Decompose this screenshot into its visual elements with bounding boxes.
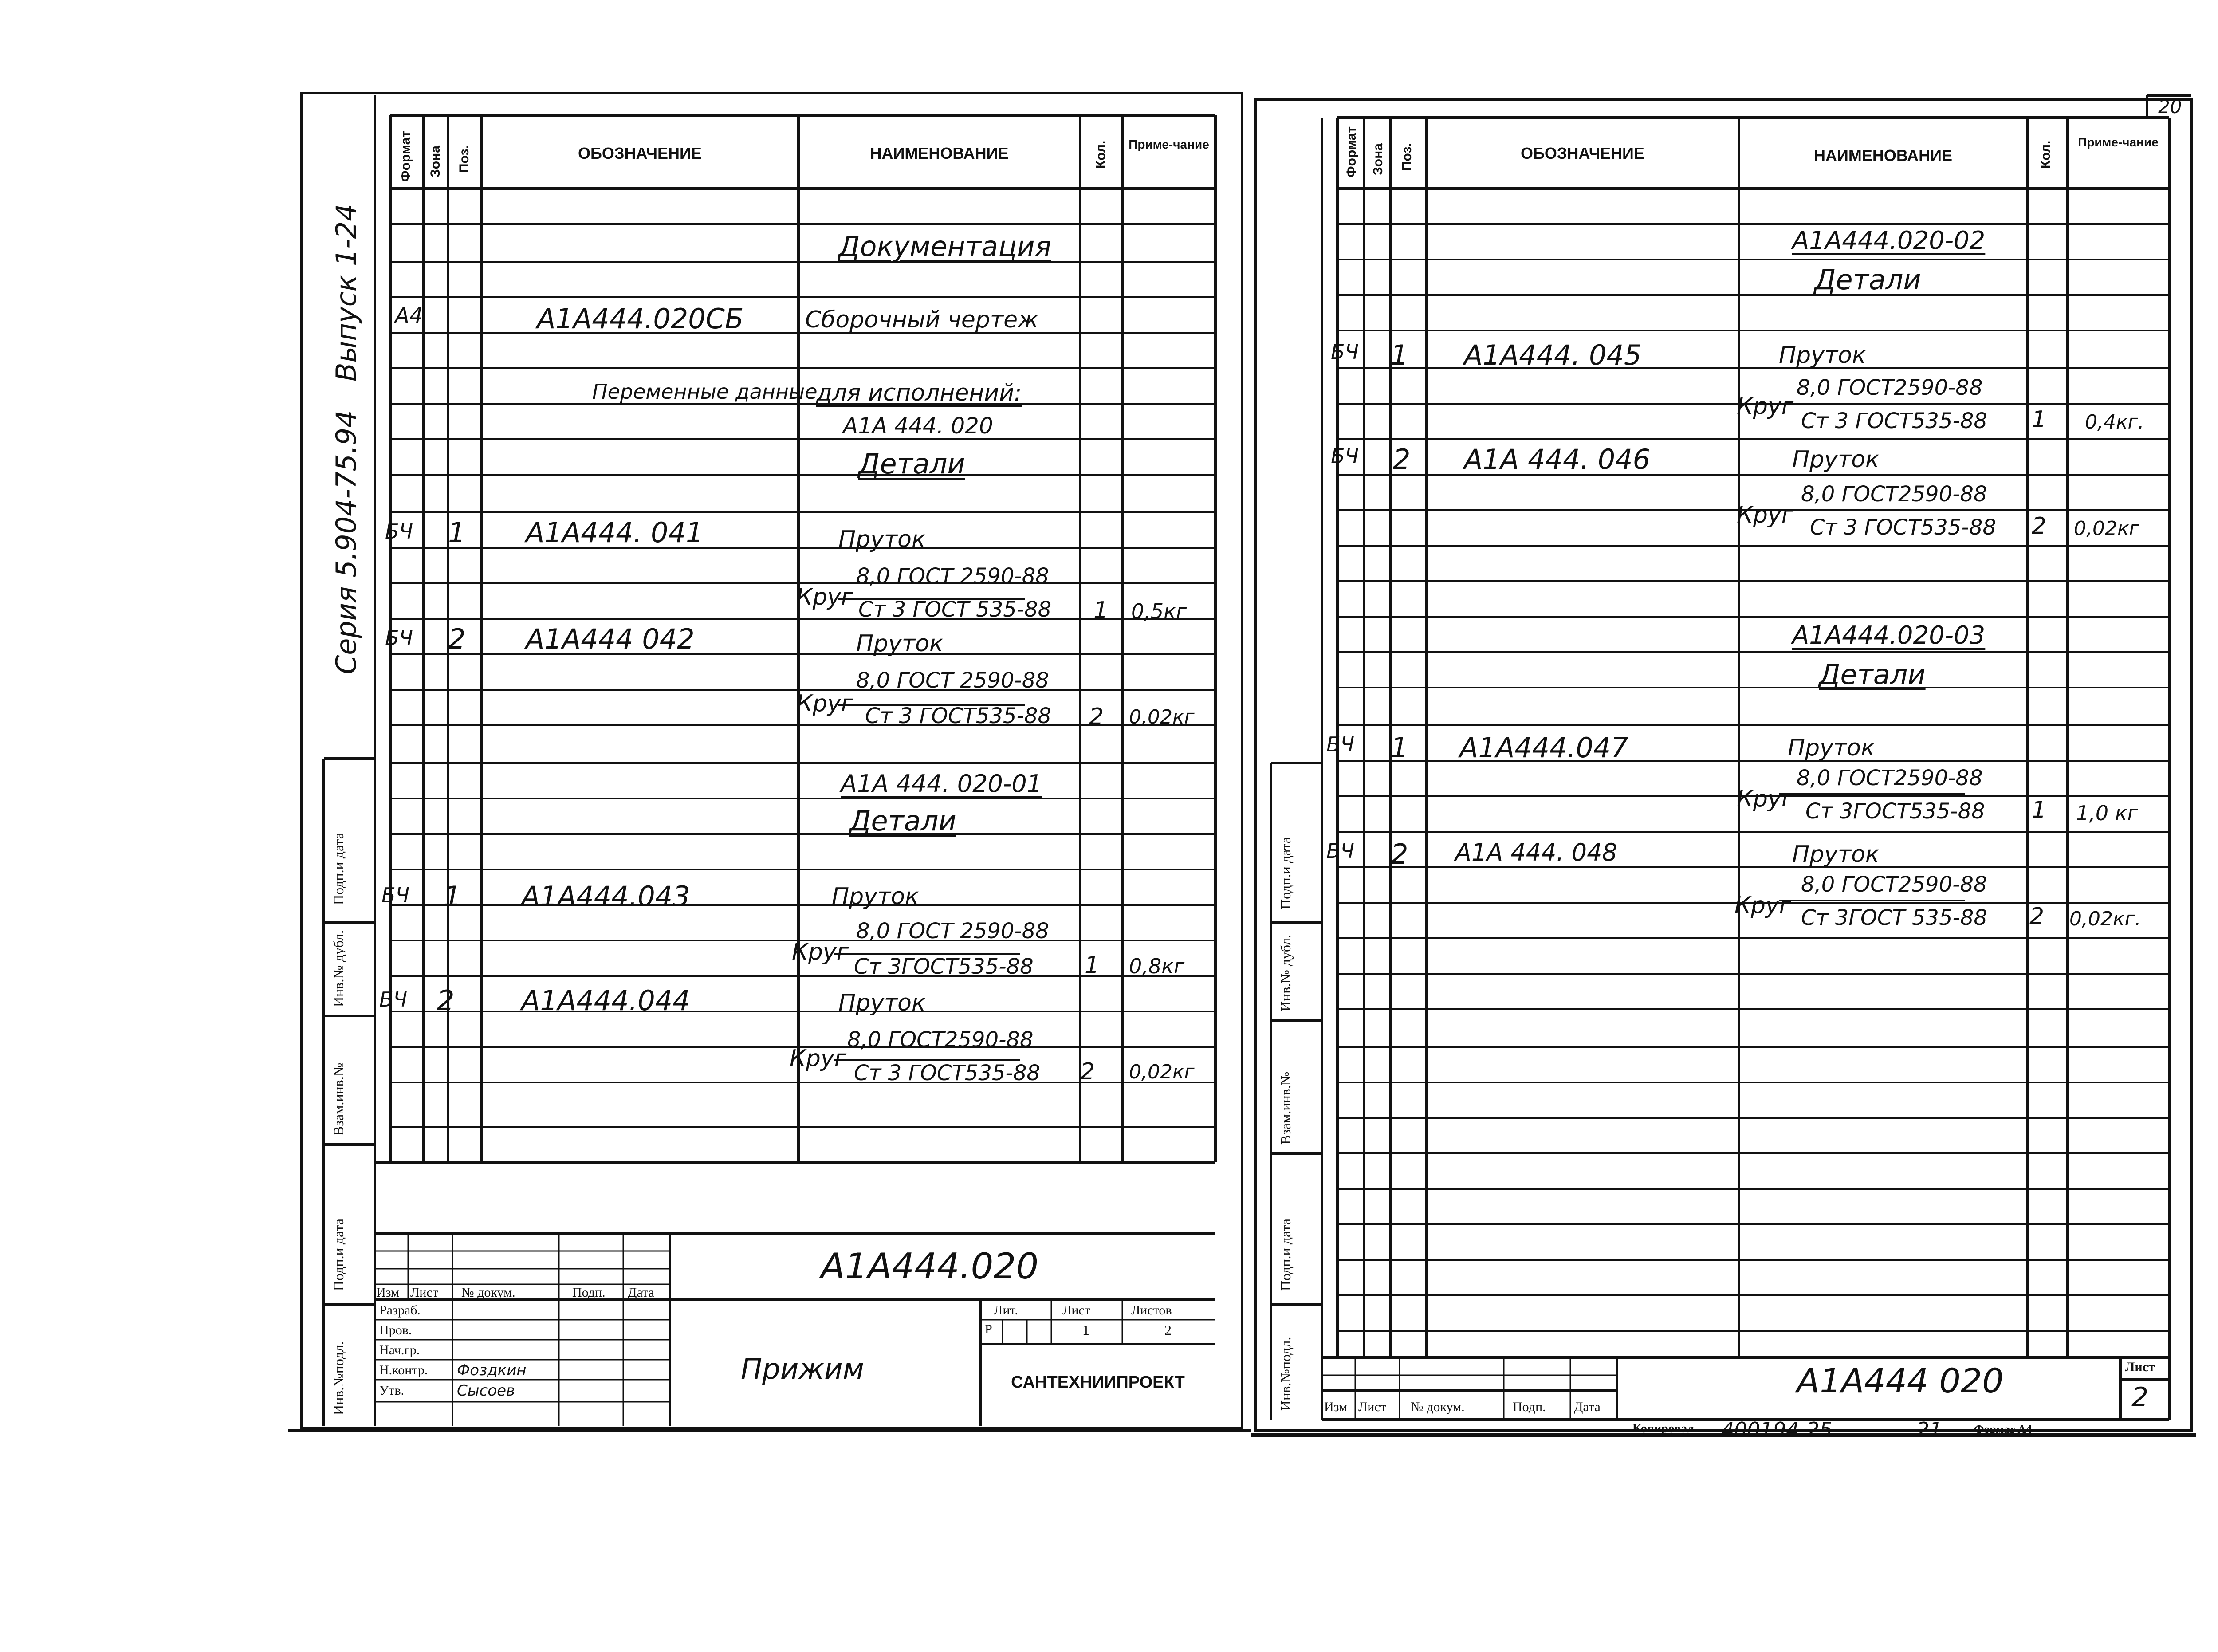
stamp-dup-inv: Инв.№ дубл. [330,930,346,1007]
lrow1-bottom: Ст 3 ГОСТ535-88 [865,704,1051,728]
details-1: Детали [849,805,956,837]
r-header-name: НАИМЕНОВАНИЕ [1814,146,1952,165]
lrow2-pos: 1 [444,880,461,913]
lrow3-pos: 2 [437,984,455,1017]
r-stamp-replace-inv: Взам.инв.№ [1278,1071,1294,1145]
tb-sheet: Лист [1062,1303,1090,1318]
header-name: НАИМЕНОВАНИЕ [870,144,1009,162]
rrow2-krug: Круг [1737,786,1794,812]
tb-col-sign: Подп. [572,1285,606,1300]
stamp-replace-inv: Взам.инв.№ [330,1062,346,1136]
lrow2-code: А1А444.043 [521,880,690,913]
rrow0-bottom: Ст 3 ГОСТ535-88 [1801,409,1987,433]
rrow2-note: 1,0 кг [2076,801,2138,825]
tb-role-group-head: Нач.гр. [379,1343,420,1357]
tb-role-approved: Утв. [379,1383,405,1398]
stamp-orig-inv: Инв.№подл. [330,1341,346,1415]
tb-col-doc: № докум. [461,1285,515,1300]
rrow2-name: Пруток [1788,735,1875,761]
r-header-qty: Кол. [2038,140,2053,169]
rrow0-qty: 1 [2032,406,2047,433]
rrow2-qty: 1 [2032,797,2047,823]
tb-col-date: Дата [628,1285,654,1300]
header-pos: Поз. [457,145,472,173]
lrow0-krug: Круг [796,584,853,610]
rrow1-bottom: Ст 3 ГОСТ535-88 [1810,515,1996,540]
header-note: Приме-чание [1129,138,1209,151]
rrow3-top: 8,0 ГОСТ2590-88 [1801,872,1987,897]
rrow3-pos: 2 [1391,838,1408,870]
lrow0-qty: 1 [1093,597,1109,624]
r-stamp-sign-date-1: Подп.и дата [1278,837,1294,909]
lrow0-bottom: Ст 3 ГОСТ 535-88 [858,597,1052,622]
rrow3-qty: 2 [2029,903,2045,930]
tb-name-norm-control: Фоздкин [457,1361,527,1379]
lrow2-qty: 1 [1085,952,1100,979]
lrow1-pos: 2 [448,623,466,655]
r-header-note: Приме-чание [2078,135,2159,149]
rrow0-top: 8,0 ГОСТ2590-88 [1797,375,1983,400]
lrow3-name: Пруток [838,990,926,1016]
rrow1-krug: Круг [1737,502,1794,528]
lrow0-pos: 1 [448,516,466,549]
header-qty: Кол. [1093,140,1108,169]
lrow1-fmt: БЧ [385,626,413,650]
tb-lit: Лит. [994,1303,1018,1318]
lrow3-fmt: БЧ [379,987,408,1011]
rrow3-fmt: БЧ [1326,839,1355,863]
rrow1-pos: 2 [1393,443,1411,476]
lrow2-bottom: Ст 3ГОСТ535-88 [854,954,1034,979]
r-header-pos: Поз. [1400,143,1414,171]
rrow3-name: Пруток [1792,841,1880,868]
rrow0-code: А1А444. 045 [1464,339,1642,371]
variant-3: А1А444.020-03 [1792,621,1986,650]
lrow0-top: 8,0 ГОСТ 2590-88 [856,564,1049,589]
assembly-code: А1А444.020СБ [537,303,744,335]
rrow1-fmt: БЧ [1331,444,1359,468]
tb-sheets-val: 2 [1164,1322,1172,1338]
lrow2-top: 8,0 ГОСТ 2590-88 [856,919,1049,944]
rrow2-code: А1А444.047 [1459,732,1628,764]
tb-name-approved: Сысоев [457,1382,515,1400]
details-3: Детали [1819,658,1926,691]
lrow3-note: 0,02кг [1129,1061,1195,1083]
documentation-heading: Документация [838,230,1051,263]
rrow1-top: 8,0 ГОСТ2590-88 [1801,482,1987,507]
lrow2-note: 0,8кг [1129,954,1185,978]
page-number: 20 [2158,96,2182,118]
copied-label: Копировал [1632,1422,1695,1436]
r-stamp-dup-inv: Инв.№ дубл. [1278,934,1294,1011]
copy-number: 400194-25 [1721,1418,1833,1442]
lrow1-top: 8,0 ГОСТ 2590-88 [856,668,1049,693]
right-sheet-label: Лист [2125,1360,2155,1374]
r-tb-col-date: Дата [1574,1400,1601,1414]
variant-0: А1А 444. 020 [843,413,993,439]
stamp-sign-date-2: Подп.и дата [330,1219,346,1291]
lrow0-name: Пруток [838,526,926,553]
tb-lit-val: Р [985,1322,992,1337]
issue-label: Выпуск 1-24 [330,204,362,382]
format-label: Формат А4 [1974,1423,2032,1436]
right-doc-code: А1А444 020 [1797,1361,2004,1400]
lrow1-krug: Круг [796,690,853,717]
tb-role-developed: Разраб. [379,1303,421,1318]
tb-col-list: Лист [410,1285,438,1300]
r-tb-col-list: Лист [1358,1400,1386,1414]
tb-role-norm-control: Н.контр. [379,1363,428,1377]
variant-1: А1А 444. 020-01 [841,770,1042,798]
rrow1-note: 0,02кг [2074,517,2139,540]
lrow2-fmt: БЧ [381,883,410,907]
lrow1-name: Пруток [856,630,944,657]
r-stamp-sign-date-2: Подп.и дата [1278,1219,1294,1291]
rrow3-krug: Круг [1734,892,1792,919]
lrow1-note: 0,02кг [1129,706,1195,728]
rrow0-pos: 1 [1391,339,1408,371]
lrow3-krug: Круг [790,1045,847,1072]
tb-col-izm: Изм [376,1285,400,1300]
r-header-zone: Зона [1371,143,1385,175]
assembly-name: Сборочный чертеж [805,307,1038,333]
lrow1-qty: 2 [1089,704,1104,730]
lrow0-fmt: БЧ [385,519,413,543]
rrow0-name: Пруток [1779,342,1866,369]
lrow0-code: А1А444. 041 [526,516,704,549]
tb-role-checked: Пров. [379,1323,412,1337]
header-zone: Зона [428,146,443,177]
left-doc-code: А1А444.020 [821,1246,1039,1287]
details-2: Детали [1814,264,1921,296]
rrow1-name: Пруток [1792,446,1880,473]
r-header-format: Формат [1344,126,1359,177]
lrow0-note: 0,5кг [1131,599,1187,623]
left-product-name: Прижим [741,1353,864,1386]
header-format: Формат [398,130,413,182]
r-stamp-orig-inv: Инв.№подл. [1278,1337,1294,1411]
right-sheet-num: 2 [2131,1382,2149,1413]
lrow1-code: А1А444 042 [526,623,695,655]
rrow3-note: 0,02кг. [2069,908,2141,930]
r-tb-col-sign: Подп. [1513,1400,1546,1414]
variant-2: А1А444.020-02 [1792,226,1986,255]
r-tb-col-izm: Изм [1324,1400,1348,1414]
tb-sheet-val: 1 [1082,1322,1089,1338]
rrow3-code: А1А 444. 048 [1455,838,1617,866]
tb-sheets: Листов [1131,1303,1172,1318]
rrow1-qty: 2 [2032,513,2047,539]
details-0: Детали [858,448,965,480]
lrow3-top: 8,0 ГОСТ2590-88 [847,1027,1034,1052]
lrow3-bottom: Ст 3 ГОСТ535-88 [854,1061,1040,1086]
lrow3-qty: 2 [1080,1058,1095,1085]
rrow0-fmt: БЧ [1331,340,1359,364]
variable-data: Переменные данные [592,380,818,404]
r-header-designation: ОБОЗНАЧЕНИЕ [1521,144,1644,162]
rrow3-bottom: Ст 3ГОСТ 535-88 [1801,905,1987,930]
lrow3-code: А1А444.044 [521,984,690,1017]
rrow1-code: А1А 444. 046 [1464,443,1651,476]
rrow2-top: 8,0 ГОСТ2590-88 [1797,766,1983,791]
rrow0-note: 0,4кг. [2085,411,2144,433]
copy-sheet: 21 [1916,1418,1943,1442]
for-variants: для исполнений: [816,380,1022,406]
r-tb-col-doc: № докум. [1411,1400,1465,1414]
series-label: Серия 5.904-75.94 [330,410,362,674]
rrow0-krug: Круг [1737,393,1794,420]
header-designation: ОБОЗНАЧЕНИЕ [578,144,702,162]
rrow2-pos: 1 [1391,732,1408,764]
rrow2-bottom: Ст 3ГОСТ535-88 [1805,799,1985,824]
org-name: САНТЕХНИИПРОЕКТ [1011,1373,1185,1392]
rrow2-fmt: БЧ [1326,732,1355,756]
lrow2-name: Пруток [832,883,919,910]
stamp-sign-date-1: Подп.и дата [330,833,346,905]
lrow2-krug: Круг [792,939,849,965]
assembly-format: А4 [395,303,423,328]
